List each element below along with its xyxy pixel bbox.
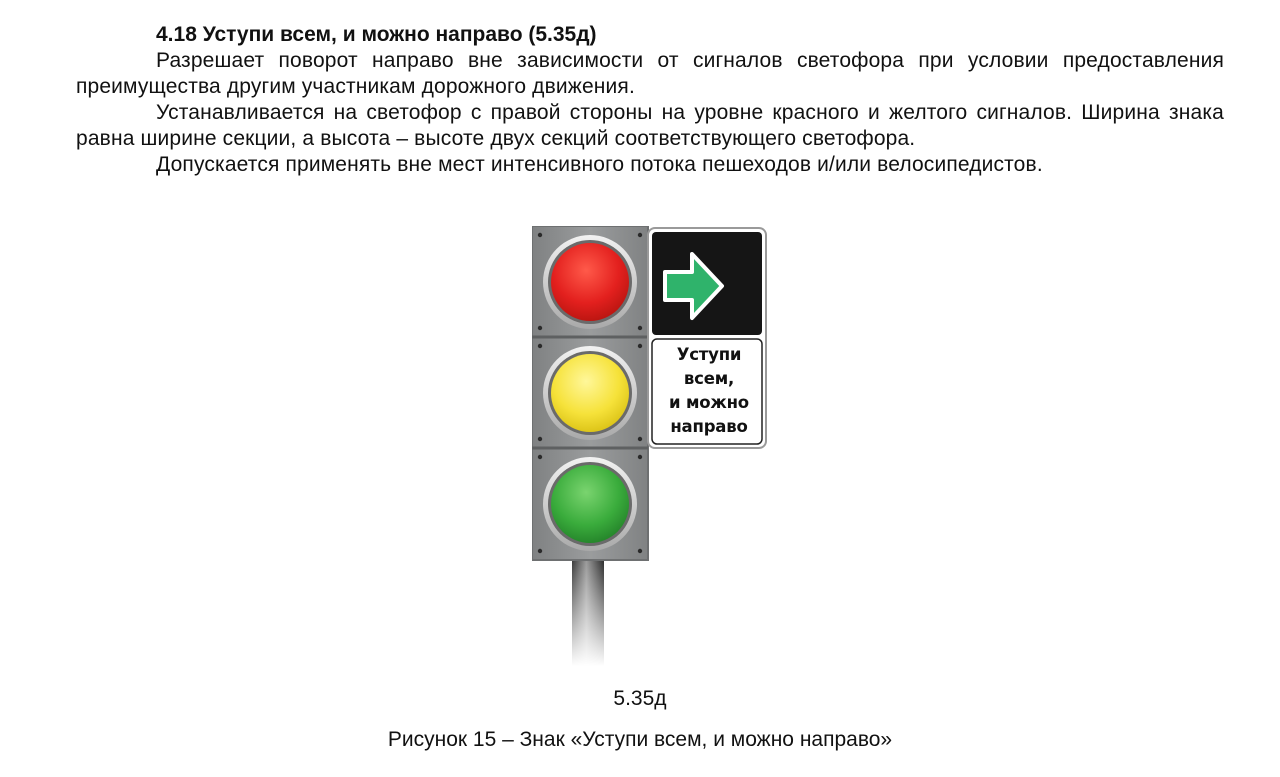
- paragraph-description: Разрешает поворот направо вне зависимости от сигналов светофора при условии предоставления преимущества другим участникам дорожного движения.: [76, 49, 1224, 98]
- yellow-signal: [543, 346, 637, 440]
- green-signal: [543, 457, 637, 551]
- red-signal: [543, 235, 637, 329]
- paragraph-usage: Допускается применять вне мест интенсивного потока пешеходов и/или велосипедистов.: [156, 153, 1043, 176]
- traffic-light-pole: [570, 560, 606, 666]
- sign-text-line: и можно: [669, 393, 749, 412]
- paragraph-installation: Устанавливается на светофор с правой стороны на уровне красного и желтого сигналов. Ширина знака равна ширине секции, а высота – высоте двух секций соответствующего светофора.: [76, 101, 1224, 150]
- document-text: [76, 22, 1224, 178]
- sign-text-line: Уступи: [676, 345, 742, 364]
- sign-text: [654, 343, 764, 439]
- traffic-light-figure: [532, 226, 772, 666]
- sign-number: 5.35д: [613, 687, 667, 710]
- section-heading: 4.18 Уступи всем, и можно направо (5.35д): [156, 23, 597, 46]
- figure-caption: Рисунок 15 – Знак «Уступи всем, и можно направо»: [387, 728, 893, 751]
- sign-text-line: всем,: [683, 369, 735, 388]
- sign-text-line: направо: [670, 417, 748, 436]
- traffic-light-illustration: [532, 226, 772, 666]
